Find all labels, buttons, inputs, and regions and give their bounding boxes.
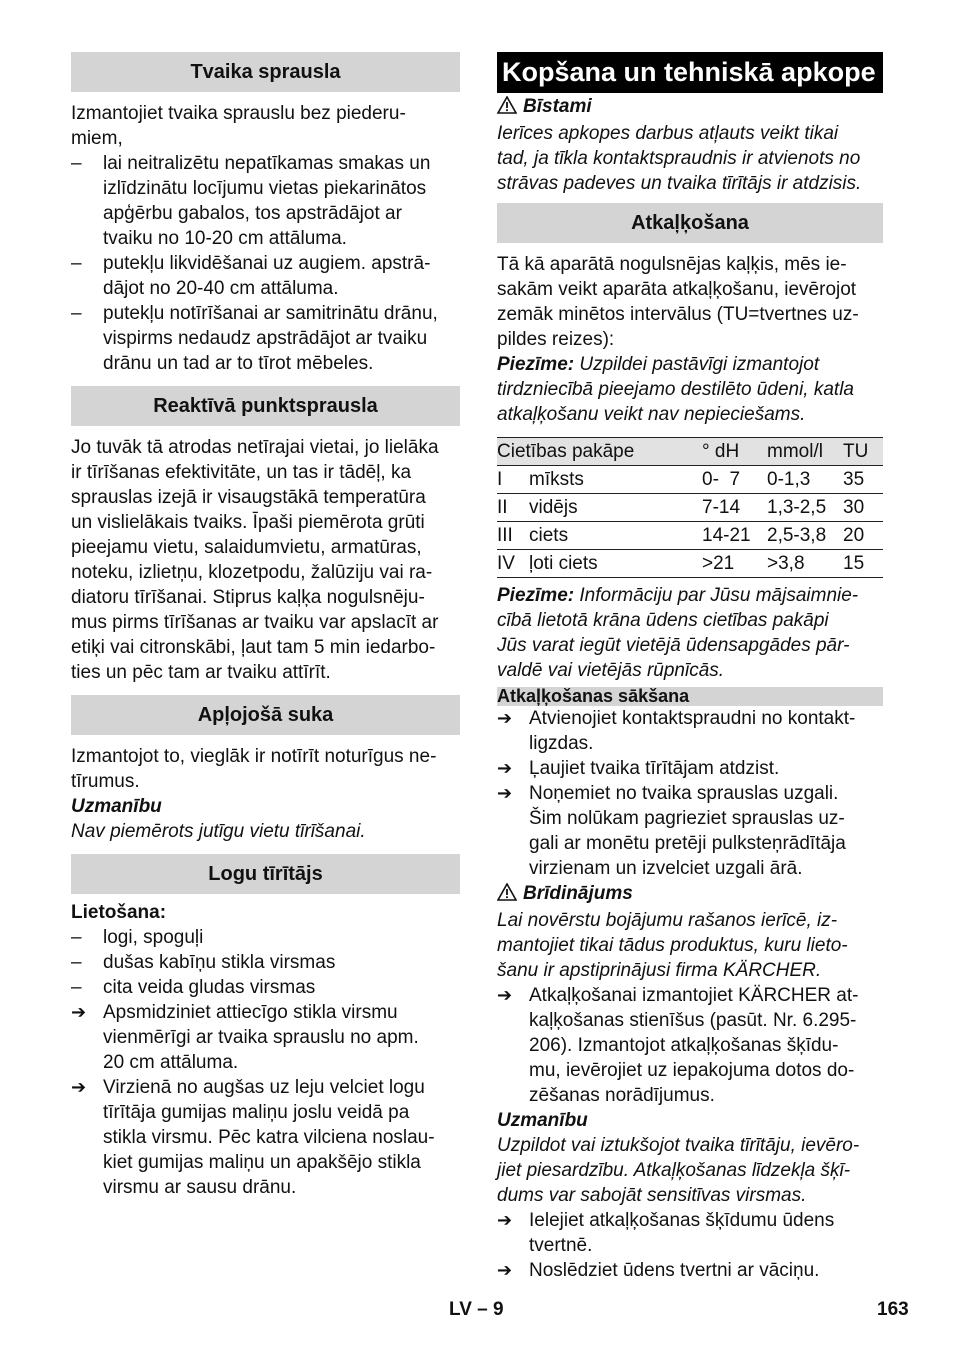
usage-label: Lietošana: (71, 902, 167, 923)
table-row (497, 466, 883, 494)
table-cell: 30 (843, 494, 883, 522)
table-cell: ļoti ciets (529, 550, 702, 578)
table-cell: >3,8 (767, 550, 843, 578)
arrow-icon: ➔ (497, 708, 513, 728)
warning-triangle-icon (497, 96, 523, 121)
note-label: Piezīme: (497, 354, 575, 375)
text-line: Atvienojiet kontaktspraudni no kontakt- (529, 708, 856, 729)
text-line: 20 cm attāluma. (103, 1052, 239, 1073)
table-row (497, 522, 883, 550)
caution-label: Uzmanību (497, 1110, 588, 1131)
instruction-step (71, 1000, 460, 1075)
list-item (71, 925, 460, 950)
right-column (497, 52, 883, 1283)
section-heading-descaling: Atkaļķošana (497, 203, 883, 243)
round-brush-body (71, 744, 460, 844)
section-heading-window-cleaner: Logu tīrītājs (71, 854, 460, 894)
text-line: cībā lietotā krāna ūdens cietības pakāpi (497, 610, 829, 631)
arrow-icon: ➔ (497, 1210, 513, 1230)
text-line: tvertnē. (529, 1235, 593, 1256)
instruction-step (497, 781, 883, 881)
list-item (71, 151, 460, 251)
text-line: Lai novērstu bojājumu rašanos ierīcē, iz- (497, 910, 838, 931)
instruction-step (71, 1075, 460, 1200)
text-line: etiķi vai citronskābi, ļaut tam 5 min iedarbo- (71, 637, 436, 658)
text-line: Ierīces apkopes darbus atļauts veikt tikai (497, 123, 839, 144)
text-line: strāvas padeves un tvaika tīrītājs ir atdzisis. (497, 173, 862, 194)
text-line: jiet piesardzību. Atkaļķošanas līdzekļa šķī- (497, 1160, 851, 1181)
text-line: putekļu notīrīšanai ar samitrinātu drānu, (103, 303, 438, 324)
table-cell: ciets (529, 522, 702, 550)
text-line: mantojiet tikai tādus produktus, kuru lieto- (497, 935, 848, 956)
table-row (497, 494, 883, 522)
window-cleaner-body (71, 900, 460, 1200)
text-line: virzienam un izvelciet uzgali ārā. (529, 858, 803, 879)
text-line: tīrītāja gumijas maliņu joslu veidā pa (103, 1102, 410, 1123)
instruction-step (497, 706, 883, 756)
table-cell: IV (497, 550, 529, 578)
text-line: dums var sabojāt sensitīvas virsmas. (497, 1185, 807, 1206)
list-item-text: cita veida gludas virsmas (103, 977, 316, 998)
table-header-cell: TU (843, 438, 883, 466)
text-line: Šim nolūkam pagrieziet sprauslas uz- (529, 808, 845, 829)
text-line: izlīdzinātu locījumu vietas piekarinātos (103, 178, 427, 199)
text-line: Noņemiet no tvaika sprauslas uzgali. (529, 783, 839, 804)
subheading-start-descaling: Atkaļķošanas sākšana (497, 687, 883, 706)
table-cell: I (497, 466, 529, 494)
text-line: sprauslas izejā ir visaugstākā temperatūra (71, 487, 426, 508)
text-line: Uzpildot vai iztukšojot tvaika tīrītāju, ievēro- (497, 1135, 860, 1156)
arrow-icon: ➔ (497, 783, 513, 803)
steam-nozzle-body (71, 101, 460, 376)
dash-bullet: – (71, 977, 82, 998)
left-column (71, 52, 460, 1200)
text-line: atkaļķošanu veikt nav nepieciešams. (497, 404, 806, 425)
water-hardness-table (497, 437, 883, 578)
text-line: tad, ja tīkla kontaktspraudnis ir atvienots no (497, 148, 861, 169)
danger-label: Bīstami (523, 96, 592, 117)
section-heading-power-nozzle: Reaktīvā punktsprausla (71, 386, 460, 426)
text-line: dājot no 20-40 cm attāluma. (103, 278, 339, 299)
caution-label: Uzmanību (71, 796, 162, 817)
text-line: vienmērīgi ar tvaika sprauslu no apm. (103, 1027, 419, 1048)
table-cell: mīksts (529, 466, 702, 494)
start-descaling-body (497, 706, 883, 1283)
danger-notice (497, 94, 883, 196)
chapter-title: Kopšana un tehniskā apkope (497, 52, 883, 93)
list-item (71, 251, 460, 301)
table-cell: III (497, 522, 529, 550)
text-line: valdē vai vietējās rūpnīcās. (497, 660, 725, 681)
table-cell: 35 (843, 466, 883, 494)
text-line: Izmantojot to, vieglāk ir notīrīt noturīgus ne- (71, 746, 437, 767)
text-line: miem, (71, 128, 123, 149)
dash-bullet: – (71, 927, 82, 948)
text-line: 206). Izmantojot atkaļķošanas šķīdu- (529, 1035, 839, 1056)
table-cell: 15 (843, 550, 883, 578)
list-item-text: dušas kabīņu stikla virsmas (103, 952, 336, 973)
text-line: kiet gumijas maliņu un apakšējo stikla (103, 1152, 421, 1173)
text-line: pieejamu vietu, salaidumvietu, armatūras, (71, 537, 422, 558)
text-line: sakām veikt aparāta atkaļķošanu, ievērojot (497, 279, 857, 300)
dash-bullet: – (71, 952, 82, 973)
dash-bullet: – (71, 153, 82, 174)
table-cell: 1,3-2,5 (767, 494, 843, 522)
text-line: apģērbu gabalos, tos apstrādājot ar (103, 203, 402, 224)
text-line: šanu ir apstiprinājusi firma KÄRCHER. (497, 960, 822, 981)
list-item (71, 301, 460, 376)
table-header-cell: ° dH (702, 438, 767, 466)
list-item (71, 975, 460, 1000)
text-line: Tā kā aparātā nogulsnējas kaļķis, mēs ie- (497, 254, 847, 275)
text-line: Atkaļķošanai izmantojiet KÄRCHER at- (529, 985, 859, 1006)
instruction-step (497, 756, 883, 781)
table-cell: 0- 7 (702, 466, 767, 494)
text-line: Noslēdziet ūdens tvertni ar vāciņu. (529, 1260, 820, 1281)
text-line: mus pirms tīrīšanas ar tvaiku var apslacīt ar (71, 612, 439, 633)
text-line: kaļķošanas stienīšus (pasūt. Nr. 6.295- (529, 1010, 857, 1031)
text-line: noteku, izlietņu, klozetpodu, žalūziju vai ra- (71, 562, 433, 583)
table-cell: 20 (843, 522, 883, 550)
table-cell: 2,5-3,8 (767, 522, 843, 550)
text-line: Jo tuvāk tā atrodas netīrajai vietai, jo lielāka (71, 437, 439, 458)
dash-bullet: – (71, 303, 82, 324)
table-cell: vidējs (529, 494, 702, 522)
text-line: Jūs varat iegūt vietējā ūdensapgādes pār- (497, 635, 850, 656)
text-line: Ielejiet atkaļķošanas šķīdumu ūdens (529, 1210, 835, 1231)
section-heading-steam-nozzle: Tvaika sprausla (71, 52, 460, 92)
descaling-body (497, 252, 883, 683)
arrow-icon: ➔ (497, 1260, 513, 1280)
note-label: Piezīme: (497, 585, 575, 606)
arrow-icon: ➔ (71, 1077, 87, 1097)
text-line: pildes reizes): (497, 329, 615, 350)
text-line: mu, ievērojiet uz iepakojuma dotos do- (529, 1060, 855, 1081)
text-line: Uzpildei pastāvīgi izmantojot (574, 354, 820, 375)
table-cell: 14-21 (702, 522, 767, 550)
section-heading-round-brush: Apļojošā suka (71, 695, 460, 735)
text-line: virsmu ar sausu drānu. (103, 1177, 297, 1198)
table-header-cell: mmol/l (767, 438, 843, 466)
table-header-row (497, 438, 883, 466)
text-line: Apsmidziniet attiecīgo stikla virsmu (103, 1002, 398, 1023)
text-line: zēšanas norādījumus. (529, 1085, 715, 1106)
dash-bullet: – (71, 253, 82, 274)
text-line: lai neitralizētu nepatīkamas smakas un (103, 153, 431, 174)
table-row (497, 550, 883, 578)
text-line: putekļu likvidēšanai uz augiem. apstrā- (103, 253, 431, 274)
instruction-step (497, 1208, 883, 1258)
text-line: Informāciju par Jūsu mājsaimnie- (574, 585, 859, 606)
list-item-text: logi, spoguļi (103, 927, 204, 948)
text-line: ligzdas. (529, 733, 594, 754)
text-line: un vislielākais tvaiks. Īpaši piemērota grūti (71, 512, 425, 533)
text-line: Ļaujiet tvaika tīrītājam atdzist. (529, 758, 780, 779)
table-cell: II (497, 494, 529, 522)
text-line: ties un pēc tam ar tvaiku attīrīt. (71, 662, 331, 683)
arrow-icon: ➔ (71, 1002, 87, 1022)
arrow-icon: ➔ (497, 758, 513, 778)
text-line: stikla virsmu. Pēc katra vilciena noslau- (103, 1127, 435, 1148)
text-line: tirdzniecībā pieejamo destilēto ūdeni, katla (497, 379, 854, 400)
instruction-step (497, 1258, 883, 1283)
page-number: 163 (877, 1299, 909, 1320)
text-line: zemāk minētos intervālus (TU=tvertnes uz- (497, 304, 859, 325)
text-line: tīrumus. (71, 771, 140, 792)
instruction-step (497, 983, 883, 1108)
table-header-cell: Cietības pakāpe (497, 438, 702, 466)
text-line: tvaiku no 10-20 cm attāluma. (103, 228, 347, 249)
text-line: Virzienā no augšas uz leju velciet logu (103, 1077, 425, 1098)
text-line: ir tīrīšanas efektivitāte, un tas ir tādēļ, ka (71, 462, 412, 483)
table-cell: 7-14 (702, 494, 767, 522)
warning-triangle-icon (497, 883, 523, 908)
list-item (71, 950, 460, 975)
text-line: gali ar monētu pretēji pulksteņrādītāja (529, 833, 846, 854)
footer-section-label: LV – 9 (449, 1299, 504, 1320)
arrow-icon: ➔ (497, 985, 513, 1005)
table-cell: 0-1,3 (767, 466, 843, 494)
table-cell: >21 (702, 550, 767, 578)
caution-text: Nav piemērots jutīgu vietu tīrīšanai. (71, 821, 366, 842)
text-line: drānu un tad ar to tīrot mēbeles. (103, 353, 374, 374)
power-nozzle-body (71, 435, 460, 685)
text-line: vispirms nedaudz apstrādājot ar tvaiku (103, 328, 428, 349)
text-line: Izmantojiet tvaika sprauslu bez piederu- (71, 103, 406, 124)
text-line: diatoru tīrīšanai. Stiprus kaļķa nogulsnēju- (71, 587, 425, 608)
warning-label: Brīdinājums (523, 883, 633, 904)
